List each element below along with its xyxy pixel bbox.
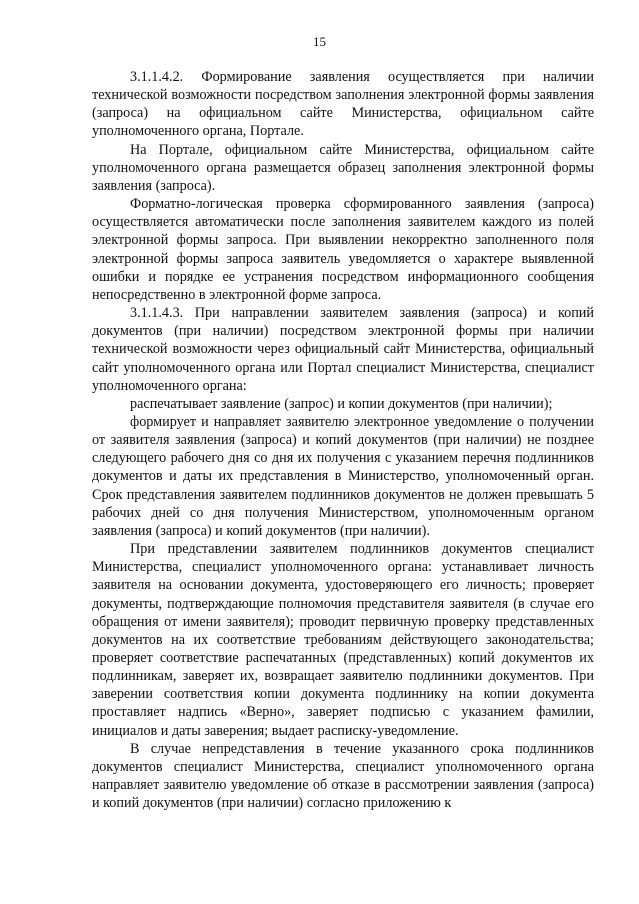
paragraph: На Портале, официальном сайте Министерства, официальном сайте уполномоченного органа размещается образец заполнения электронной формы заявления (запроса). <box>92 141 594 194</box>
paragraph: 3.1.1.4.2. Формирование заявления осуществляется при наличии технической возможности посредством заполнения электронной формы заявления (запроса) на официальном сайте Министерства, официальном сайте уполномоченного органа, Портале. <box>92 69 594 140</box>
paragraph: распечатывает заявление (запрос) и копии документов (при наличии); <box>130 395 553 412</box>
paragraph: В случае непредставления в течение указанного срока подлинников документов специалист Министерства, специалист уполномоченного органа направляет заявителю уведомление об отказе в рассмотрении заявления (запроса) и копий документов (при наличии) согласно приложению к <box>92 740 594 812</box>
document-body <box>92 68 594 812</box>
paragraph: 3.1.1.4.3. При направлении заявителем заявления (запроса) и копий документов (при наличии) посредством электронной формы при наличии технической возможности через официальный сайт Министерства, официальный сайт уполномоченного органа или Портал специалист Министерства, специалист уполномоченного органа: <box>92 305 594 394</box>
paragraph: Форматно-логическая проверка сформированного заявления (запроса) осуществляется автоматически после заполнения заявителем каждого из полей электронной формы запроса. При выявлении некорректно заполненного поля электронной формы запроса заявитель уведомляется о характере выявленной ошибки и порядке ее устранения посредством информационного сообщения непосредственно в электронной форме запроса. <box>92 196 594 303</box>
page-number: 15 <box>313 34 326 49</box>
paragraph: формирует и направляет заявителю электронное уведомление о получении от заявителя заявления (запроса) и копий документов (при наличии) не позднее следующего рабочего дня со дня их получения с указанием перечня подлинников документов и даты их представления в Министерство, уполномоченный орган. Срок представления заявителем подлинников документов не должен превышать 5 рабочих дней со дня получения Министерством, уполномоченным органом заявления (запроса) и копий документов (при наличии). <box>92 413 594 539</box>
paragraph: При представлении заявителем подлинников документов специалист Министерства, специалист уполномоченного органа: устанавливает личность заявителя на основании документа, удостоверяющего его личность; проверяет документы, подтверждающие полномочия представителя заявителя (в случае его обращения от имени заявителя); проводит первичную проверку представленных документов на их соответствие требованиям действующего законодательства; проверяет соответствие распечатанных (представленных) копий документов их подлинникам, заверяет их, возвращает заявителю подлинники документов. При заверении соответствия копии документа подлиннику на копии документа проставляет надпись «Верно», заверяет подписью с указанием фамилии, инициалов и даты заверения; выдает расписку-уведомление. <box>92 541 594 739</box>
